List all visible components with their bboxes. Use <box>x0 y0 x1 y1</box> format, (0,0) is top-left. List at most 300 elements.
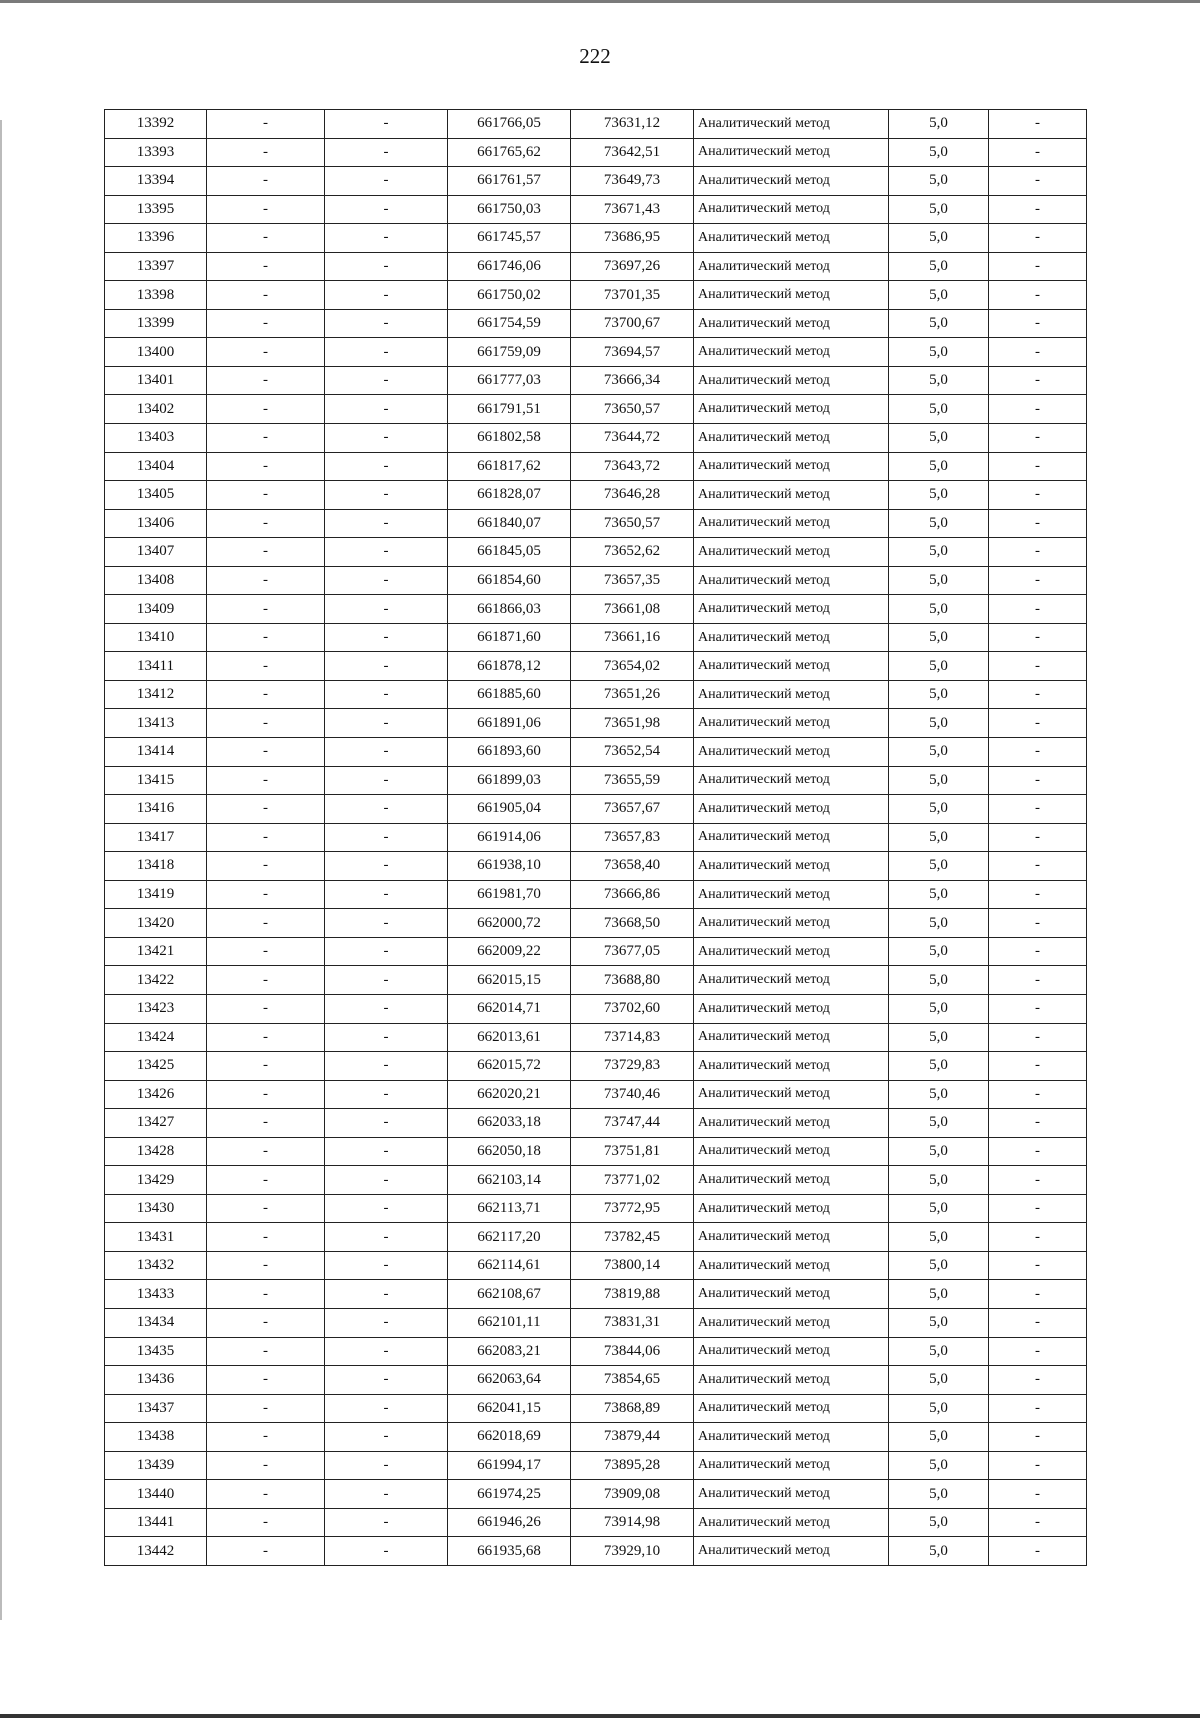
coord-x-cell: 661854,60 <box>448 566 571 595</box>
method-cell: Аналитический метод <box>694 966 889 995</box>
coord-x-cell: 662041,15 <box>448 1394 571 1423</box>
coord-y-cell: 73643,72 <box>571 452 694 481</box>
point-number-cell: 13430 <box>105 1194 207 1223</box>
col-2-cell: - <box>207 1194 325 1223</box>
method-cell: Аналитический метод <box>694 1423 889 1452</box>
accuracy-cell: 5,0 <box>889 1023 989 1052</box>
method-cell: Аналитический метод <box>694 138 889 167</box>
col-2-cell: - <box>207 623 325 652</box>
col-8-cell: - <box>989 1109 1087 1138</box>
col-3-cell: - <box>325 1166 448 1195</box>
accuracy-cell: 5,0 <box>889 1394 989 1423</box>
table-row <box>105 452 1087 481</box>
coord-y-cell: 73694,57 <box>571 338 694 367</box>
point-number-cell: 13412 <box>105 680 207 709</box>
accuracy-cell: 5,0 <box>889 1223 989 1252</box>
col-3-cell: - <box>325 1280 448 1309</box>
coord-x-cell: 662117,20 <box>448 1223 571 1252</box>
col-3-cell: - <box>325 823 448 852</box>
col-2-cell: - <box>207 1337 325 1366</box>
col-2-cell: - <box>207 195 325 224</box>
point-number-cell: 13394 <box>105 167 207 196</box>
accuracy-cell: 5,0 <box>889 538 989 567</box>
col-8-cell: - <box>989 110 1087 139</box>
table-row <box>105 1537 1087 1566</box>
method-cell: Аналитический метод <box>694 1166 889 1195</box>
method-cell: Аналитический метод <box>694 1223 889 1252</box>
table-row <box>105 252 1087 281</box>
col-3-cell: - <box>325 1366 448 1395</box>
method-cell: Аналитический метод <box>694 1109 889 1138</box>
point-number-cell: 13438 <box>105 1423 207 1452</box>
col-3-cell: - <box>325 880 448 909</box>
coord-y-cell: 73651,26 <box>571 680 694 709</box>
coord-y-cell: 73771,02 <box>571 1166 694 1195</box>
accuracy-cell: 5,0 <box>889 1109 989 1138</box>
accuracy-cell: 5,0 <box>889 1137 989 1166</box>
point-number-cell: 13422 <box>105 966 207 995</box>
coord-y-cell: 73702,60 <box>571 994 694 1023</box>
col-3-cell: - <box>325 1451 448 1480</box>
col-8-cell: - <box>989 1023 1087 1052</box>
coord-x-cell: 661765,62 <box>448 138 571 167</box>
coord-x-cell: 662103,14 <box>448 1166 571 1195</box>
col-3-cell: - <box>325 566 448 595</box>
accuracy-cell: 5,0 <box>889 623 989 652</box>
coord-y-cell: 73782,45 <box>571 1223 694 1252</box>
col-2-cell: - <box>207 1480 325 1509</box>
col-8-cell: - <box>989 738 1087 767</box>
col-8-cell: - <box>989 1280 1087 1309</box>
accuracy-cell: 5,0 <box>889 1251 989 1280</box>
coord-x-cell: 662000,72 <box>448 909 571 938</box>
point-number-cell: 13405 <box>105 481 207 510</box>
method-cell: Аналитический метод <box>694 452 889 481</box>
col-3-cell: - <box>325 1308 448 1337</box>
method-cell: Аналитический метод <box>694 1052 889 1081</box>
accuracy-cell: 5,0 <box>889 110 989 139</box>
table-row <box>105 966 1087 995</box>
method-cell: Аналитический метод <box>694 623 889 652</box>
col-2-cell: - <box>207 138 325 167</box>
table-row <box>105 1080 1087 1109</box>
page-number: 222 <box>579 44 611 68</box>
point-number-cell: 13437 <box>105 1394 207 1423</box>
col-8-cell: - <box>989 224 1087 253</box>
col-8-cell: - <box>989 852 1087 881</box>
col-3-cell: - <box>325 424 448 453</box>
table-row <box>105 680 1087 709</box>
method-cell: Аналитический метод <box>694 909 889 938</box>
accuracy-cell: 5,0 <box>889 309 989 338</box>
col-2-cell: - <box>207 1508 325 1537</box>
method-cell: Аналитический метод <box>694 709 889 738</box>
col-8-cell: - <box>989 309 1087 338</box>
col-3-cell: - <box>325 110 448 139</box>
col-2-cell: - <box>207 281 325 310</box>
col-2-cell: - <box>207 309 325 338</box>
accuracy-cell: 5,0 <box>889 338 989 367</box>
col-3-cell: - <box>325 1194 448 1223</box>
accuracy-cell: 5,0 <box>889 1480 989 1509</box>
col-2-cell: - <box>207 937 325 966</box>
col-2-cell: - <box>207 1023 325 1052</box>
col-3-cell: - <box>325 766 448 795</box>
method-cell: Аналитический метод <box>694 538 889 567</box>
point-number-cell: 13392 <box>105 110 207 139</box>
col-3-cell: - <box>325 1137 448 1166</box>
col-2-cell: - <box>207 338 325 367</box>
point-number-cell: 13401 <box>105 366 207 395</box>
coord-x-cell: 661817,62 <box>448 452 571 481</box>
col-3-cell: - <box>325 395 448 424</box>
table-row <box>105 566 1087 595</box>
accuracy-cell: 5,0 <box>889 566 989 595</box>
coord-y-cell: 73854,65 <box>571 1366 694 1395</box>
col-8-cell: - <box>989 424 1087 453</box>
method-cell: Аналитический метод <box>694 1251 889 1280</box>
method-cell: Аналитический метод <box>694 1451 889 1480</box>
coord-x-cell: 662114,61 <box>448 1251 571 1280</box>
col-3-cell: - <box>325 623 448 652</box>
table-row <box>105 595 1087 624</box>
col-2-cell: - <box>207 1080 325 1109</box>
col-8-cell: - <box>989 823 1087 852</box>
table-row <box>105 1023 1087 1052</box>
col-8-cell: - <box>989 795 1087 824</box>
coordinates-table <box>104 109 1087 1566</box>
col-2-cell: - <box>207 909 325 938</box>
scan-left-edge <box>0 120 2 1620</box>
point-number-cell: 13441 <box>105 1508 207 1537</box>
coord-x-cell: 662101,11 <box>448 1308 571 1337</box>
col-2-cell: - <box>207 424 325 453</box>
col-3-cell: - <box>325 1337 448 1366</box>
accuracy-cell: 5,0 <box>889 1080 989 1109</box>
table-row <box>105 909 1087 938</box>
coord-y-cell: 73666,86 <box>571 880 694 909</box>
coord-y-cell: 73650,57 <box>571 509 694 538</box>
col-8-cell: - <box>989 338 1087 367</box>
point-number-cell: 13406 <box>105 509 207 538</box>
coord-y-cell: 73652,54 <box>571 738 694 767</box>
col-3-cell: - <box>325 852 448 881</box>
col-8-cell: - <box>989 1251 1087 1280</box>
col-3-cell: - <box>325 1080 448 1109</box>
accuracy-cell: 5,0 <box>889 424 989 453</box>
coord-y-cell: 73631,12 <box>571 110 694 139</box>
coord-x-cell: 661938,10 <box>448 852 571 881</box>
method-cell: Аналитический метод <box>694 738 889 767</box>
col-3-cell: - <box>325 538 448 567</box>
table-row <box>105 1052 1087 1081</box>
col-2-cell: - <box>207 1423 325 1452</box>
table-row <box>105 338 1087 367</box>
col-8-cell: - <box>989 1080 1087 1109</box>
point-number-cell: 13411 <box>105 652 207 681</box>
col-3-cell: - <box>325 1223 448 1252</box>
col-2-cell: - <box>207 709 325 738</box>
method-cell: Аналитический метод <box>694 1366 889 1395</box>
table-row <box>105 1223 1087 1252</box>
col-8-cell: - <box>989 1052 1087 1081</box>
method-cell: Аналитический метод <box>694 509 889 538</box>
coord-y-cell: 73844,06 <box>571 1337 694 1366</box>
coord-x-cell: 661754,59 <box>448 309 571 338</box>
table-row <box>105 1251 1087 1280</box>
accuracy-cell: 5,0 <box>889 138 989 167</box>
coord-x-cell: 662015,15 <box>448 966 571 995</box>
table-row <box>105 1394 1087 1423</box>
col-8-cell: - <box>989 880 1087 909</box>
col-8-cell: - <box>989 937 1087 966</box>
point-number-cell: 13432 <box>105 1251 207 1280</box>
coord-y-cell: 73747,44 <box>571 1109 694 1138</box>
col-8-cell: - <box>989 252 1087 281</box>
point-number-cell: 13408 <box>105 566 207 595</box>
table-row <box>105 281 1087 310</box>
coord-x-cell: 661802,58 <box>448 424 571 453</box>
point-number-cell: 13423 <box>105 994 207 1023</box>
method-cell: Аналитический метод <box>694 366 889 395</box>
col-2-cell: - <box>207 1052 325 1081</box>
method-cell: Аналитический метод <box>694 1480 889 1509</box>
coord-y-cell: 73895,28 <box>571 1451 694 1480</box>
coord-x-cell: 662108,67 <box>448 1280 571 1309</box>
table-row <box>105 623 1087 652</box>
col-2-cell: - <box>207 880 325 909</box>
col-8-cell: - <box>989 1451 1087 1480</box>
coord-x-cell: 661885,60 <box>448 680 571 709</box>
method-cell: Аналитический метод <box>694 1508 889 1537</box>
table-row <box>105 1480 1087 1509</box>
col-2-cell: - <box>207 167 325 196</box>
col-2-cell: - <box>207 595 325 624</box>
accuracy-cell: 5,0 <box>889 366 989 395</box>
point-number-cell: 13439 <box>105 1451 207 1480</box>
col-8-cell: - <box>989 138 1087 167</box>
coord-y-cell: 73649,73 <box>571 167 694 196</box>
point-number-cell: 13397 <box>105 252 207 281</box>
col-3-cell: - <box>325 966 448 995</box>
col-8-cell: - <box>989 1394 1087 1423</box>
col-2-cell: - <box>207 252 325 281</box>
accuracy-cell: 5,0 <box>889 823 989 852</box>
table-row <box>105 167 1087 196</box>
table-row <box>105 738 1087 767</box>
col-2-cell: - <box>207 680 325 709</box>
col-2-cell: - <box>207 452 325 481</box>
col-3-cell: - <box>325 909 448 938</box>
point-number-cell: 13434 <box>105 1308 207 1337</box>
point-number-cell: 13417 <box>105 823 207 852</box>
table-row <box>105 1109 1087 1138</box>
col-3-cell: - <box>325 281 448 310</box>
coord-x-cell: 662063,64 <box>448 1366 571 1395</box>
col-2-cell: - <box>207 766 325 795</box>
col-3-cell: - <box>325 1423 448 1452</box>
point-number-cell: 13428 <box>105 1137 207 1166</box>
method-cell: Аналитический метод <box>694 224 889 253</box>
point-number-cell: 13418 <box>105 852 207 881</box>
coord-x-cell: 661893,60 <box>448 738 571 767</box>
scan-top-edge <box>0 0 1200 3</box>
col-3-cell: - <box>325 452 448 481</box>
col-8-cell: - <box>989 1508 1087 1537</box>
coord-x-cell: 661828,07 <box>448 481 571 510</box>
coord-y-cell: 73740,46 <box>571 1080 694 1109</box>
table-row <box>105 1451 1087 1480</box>
accuracy-cell: 5,0 <box>889 766 989 795</box>
table-row <box>105 224 1087 253</box>
table-row <box>105 1166 1087 1195</box>
col-3-cell: - <box>325 167 448 196</box>
coord-x-cell: 661866,03 <box>448 595 571 624</box>
method-cell: Аналитический метод <box>694 309 889 338</box>
method-cell: Аналитический метод <box>694 1308 889 1337</box>
accuracy-cell: 5,0 <box>889 1537 989 1566</box>
table-row <box>105 852 1087 881</box>
accuracy-cell: 5,0 <box>889 224 989 253</box>
col-8-cell: - <box>989 652 1087 681</box>
table-row <box>105 138 1087 167</box>
method-cell: Аналитический метод <box>694 566 889 595</box>
point-number-cell: 13431 <box>105 1223 207 1252</box>
coord-x-cell: 661994,17 <box>448 1451 571 1480</box>
coord-x-cell: 661914,06 <box>448 823 571 852</box>
coord-x-cell: 662050,18 <box>448 1137 571 1166</box>
col-2-cell: - <box>207 1308 325 1337</box>
col-2-cell: - <box>207 1223 325 1252</box>
coord-y-cell: 73929,10 <box>571 1537 694 1566</box>
table-row <box>105 1508 1087 1537</box>
coord-y-cell: 73819,88 <box>571 1280 694 1309</box>
coord-x-cell: 661750,03 <box>448 195 571 224</box>
coord-y-cell: 73729,83 <box>571 1052 694 1081</box>
coord-y-cell: 73868,89 <box>571 1394 694 1423</box>
col-8-cell: - <box>989 1223 1087 1252</box>
coord-x-cell: 661845,05 <box>448 538 571 567</box>
col-8-cell: - <box>989 1423 1087 1452</box>
coord-x-cell: 661891,06 <box>448 709 571 738</box>
col-8-cell: - <box>989 1137 1087 1166</box>
table-row <box>105 1137 1087 1166</box>
method-cell: Аналитический метод <box>694 110 889 139</box>
accuracy-cell: 5,0 <box>889 1052 989 1081</box>
col-2-cell: - <box>207 652 325 681</box>
point-number-cell: 13403 <box>105 424 207 453</box>
col-2-cell: - <box>207 795 325 824</box>
coord-y-cell: 73646,28 <box>571 481 694 510</box>
point-number-cell: 13400 <box>105 338 207 367</box>
method-cell: Аналитический метод <box>694 1280 889 1309</box>
method-cell: Аналитический метод <box>694 1194 889 1223</box>
method-cell: Аналитический метод <box>694 195 889 224</box>
col-3-cell: - <box>325 1052 448 1081</box>
accuracy-cell: 5,0 <box>889 481 989 510</box>
coord-y-cell: 73652,62 <box>571 538 694 567</box>
col-2-cell: - <box>207 1394 325 1423</box>
coord-y-cell: 73714,83 <box>571 1023 694 1052</box>
coord-x-cell: 661981,70 <box>448 880 571 909</box>
point-number-cell: 13414 <box>105 738 207 767</box>
coord-y-cell: 73668,50 <box>571 909 694 938</box>
col-2-cell: - <box>207 1451 325 1480</box>
col-3-cell: - <box>325 509 448 538</box>
method-cell: Аналитический метод <box>694 937 889 966</box>
accuracy-cell: 5,0 <box>889 509 989 538</box>
table-row <box>105 823 1087 852</box>
col-3-cell: - <box>325 309 448 338</box>
accuracy-cell: 5,0 <box>889 195 989 224</box>
table-row <box>105 795 1087 824</box>
col-2-cell: - <box>207 966 325 995</box>
table-row <box>105 709 1087 738</box>
coord-x-cell: 662009,22 <box>448 937 571 966</box>
coord-x-cell: 661745,57 <box>448 224 571 253</box>
point-number-cell: 13410 <box>105 623 207 652</box>
col-8-cell: - <box>989 1537 1087 1566</box>
accuracy-cell: 5,0 <box>889 1423 989 1452</box>
col-2-cell: - <box>207 1251 325 1280</box>
col-3-cell: - <box>325 595 448 624</box>
method-cell: Аналитический метод <box>694 1337 889 1366</box>
col-3-cell: - <box>325 224 448 253</box>
coord-x-cell: 661840,07 <box>448 509 571 538</box>
table-row <box>105 366 1087 395</box>
coord-x-cell: 661761,57 <box>448 167 571 196</box>
method-cell: Аналитический метод <box>694 795 889 824</box>
table-body <box>105 110 1087 1566</box>
coord-y-cell: 73661,16 <box>571 623 694 652</box>
point-number-cell: 13426 <box>105 1080 207 1109</box>
table-row <box>105 309 1087 338</box>
accuracy-cell: 5,0 <box>889 395 989 424</box>
col-8-cell: - <box>989 994 1087 1023</box>
coord-y-cell: 73688,80 <box>571 966 694 995</box>
table-row <box>105 481 1087 510</box>
col-2-cell: - <box>207 1166 325 1195</box>
accuracy-cell: 5,0 <box>889 1166 989 1195</box>
method-cell: Аналитический метод <box>694 338 889 367</box>
table-row <box>105 1423 1087 1452</box>
table-row <box>105 395 1087 424</box>
col-2-cell: - <box>207 509 325 538</box>
coord-x-cell: 662083,21 <box>448 1337 571 1366</box>
col-3-cell: - <box>325 652 448 681</box>
coord-x-cell: 661878,12 <box>448 652 571 681</box>
col-3-cell: - <box>325 1023 448 1052</box>
col-8-cell: - <box>989 680 1087 709</box>
table-row <box>105 994 1087 1023</box>
col-8-cell: - <box>989 566 1087 595</box>
point-number-cell: 13396 <box>105 224 207 253</box>
coord-y-cell: 73661,08 <box>571 595 694 624</box>
accuracy-cell: 5,0 <box>889 680 989 709</box>
col-8-cell: - <box>989 509 1087 538</box>
coord-y-cell: 73658,40 <box>571 852 694 881</box>
table-row <box>105 110 1087 139</box>
coord-y-cell: 73700,67 <box>571 309 694 338</box>
table-row <box>105 1308 1087 1337</box>
method-cell: Аналитический метод <box>694 424 889 453</box>
point-number-cell: 13420 <box>105 909 207 938</box>
col-8-cell: - <box>989 709 1087 738</box>
coord-y-cell: 73644,72 <box>571 424 694 453</box>
method-cell: Аналитический метод <box>694 1394 889 1423</box>
coord-x-cell: 662033,18 <box>448 1109 571 1138</box>
coord-x-cell: 661935,68 <box>448 1537 571 1566</box>
